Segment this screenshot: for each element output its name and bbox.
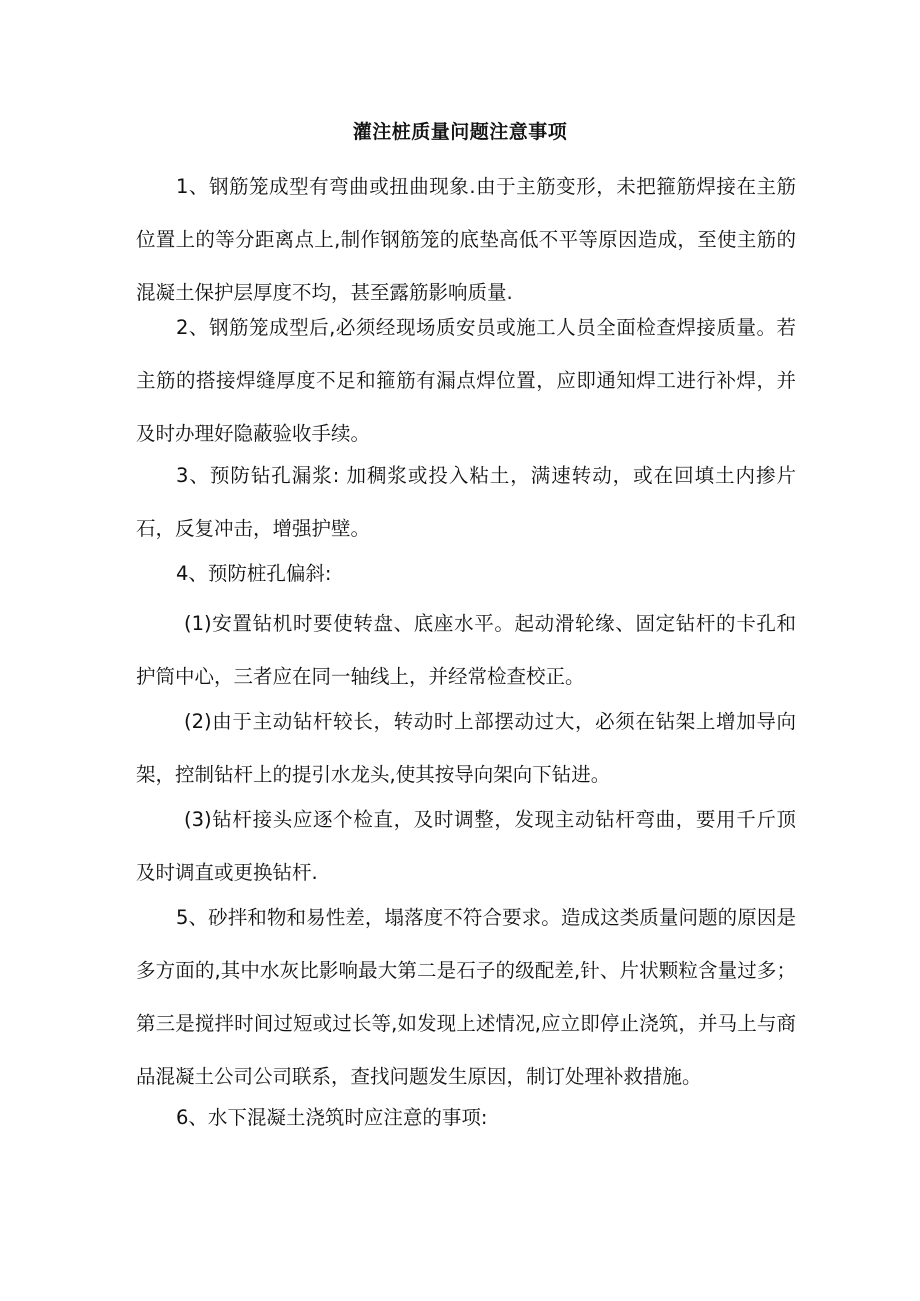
document-title: 灌注桩质量问题注意事项 [352,121,568,143]
paragraph-4: 4、预防桩孔偏斜: [176,562,332,585]
paragraph-6: 6、水下混凝土浇筑时应注意的事项: [176,1106,488,1129]
paragraph-4-2: (2)由于主动钻杆较长，转动时上部摆动过大，必须在钻架上增加导向架，控制钻杆上的提引水龙头,使其按导向架向下钻进。 [136,710,796,786]
paragraph-5: 5、砂拌和物和易性差，塌落度不符合要求。造成这类质量问题的原因是多方面的,其中水灰比影响最大第二是石子的级配差,针、片状颗粒含量过多；第三是搅拌时间过短或过长等,如发现上述情况,应立即停止浇筑，并马上与商品混凝土公司公司联系，查找问题发生原因，制订处理补救措施。 [136,906,796,1088]
paragraph-3: 3、预防钻孔漏浆: 加稠浆或投入粘土，满速转动，或在回填土内掺片石，反复冲击，增强护壁。 [136,464,796,540]
paragraph-1: 1、钢筋笼成型有弯曲或扭曲现象.由于主筋变形，未把箍筋焊接在主筋位置上的等分距离点上,制作钢筋笼的底垫高低不平等原因造成，至使主筋的混凝土保护层厚度不均，甚至露筋影响质量. [136,175,796,304]
paragraph-4-3: (3)钻杆接头应逐个检直，及时调整，发现主动钻杆弯曲，要用千斤顶及时调直或更换钻杆. [136,808,796,884]
paragraph-4-1: (1)安置钻机时要使转盘、底座水平。起动滑轮缘、固定钻杆的卡孔和护筒中心，三者应在同一轴线上，并经常检查校正。 [136,612,796,688]
paragraph-2: 2、钢筋笼成型后,必须经现场质安员或施工人员全面检查焊接质量。若主筋的搭接焊缝厚度不足和箍筋有漏点焊位置，应即通知焊工进行补焊，并及时办理好隐蔽验收手续。 [136,316,796,445]
